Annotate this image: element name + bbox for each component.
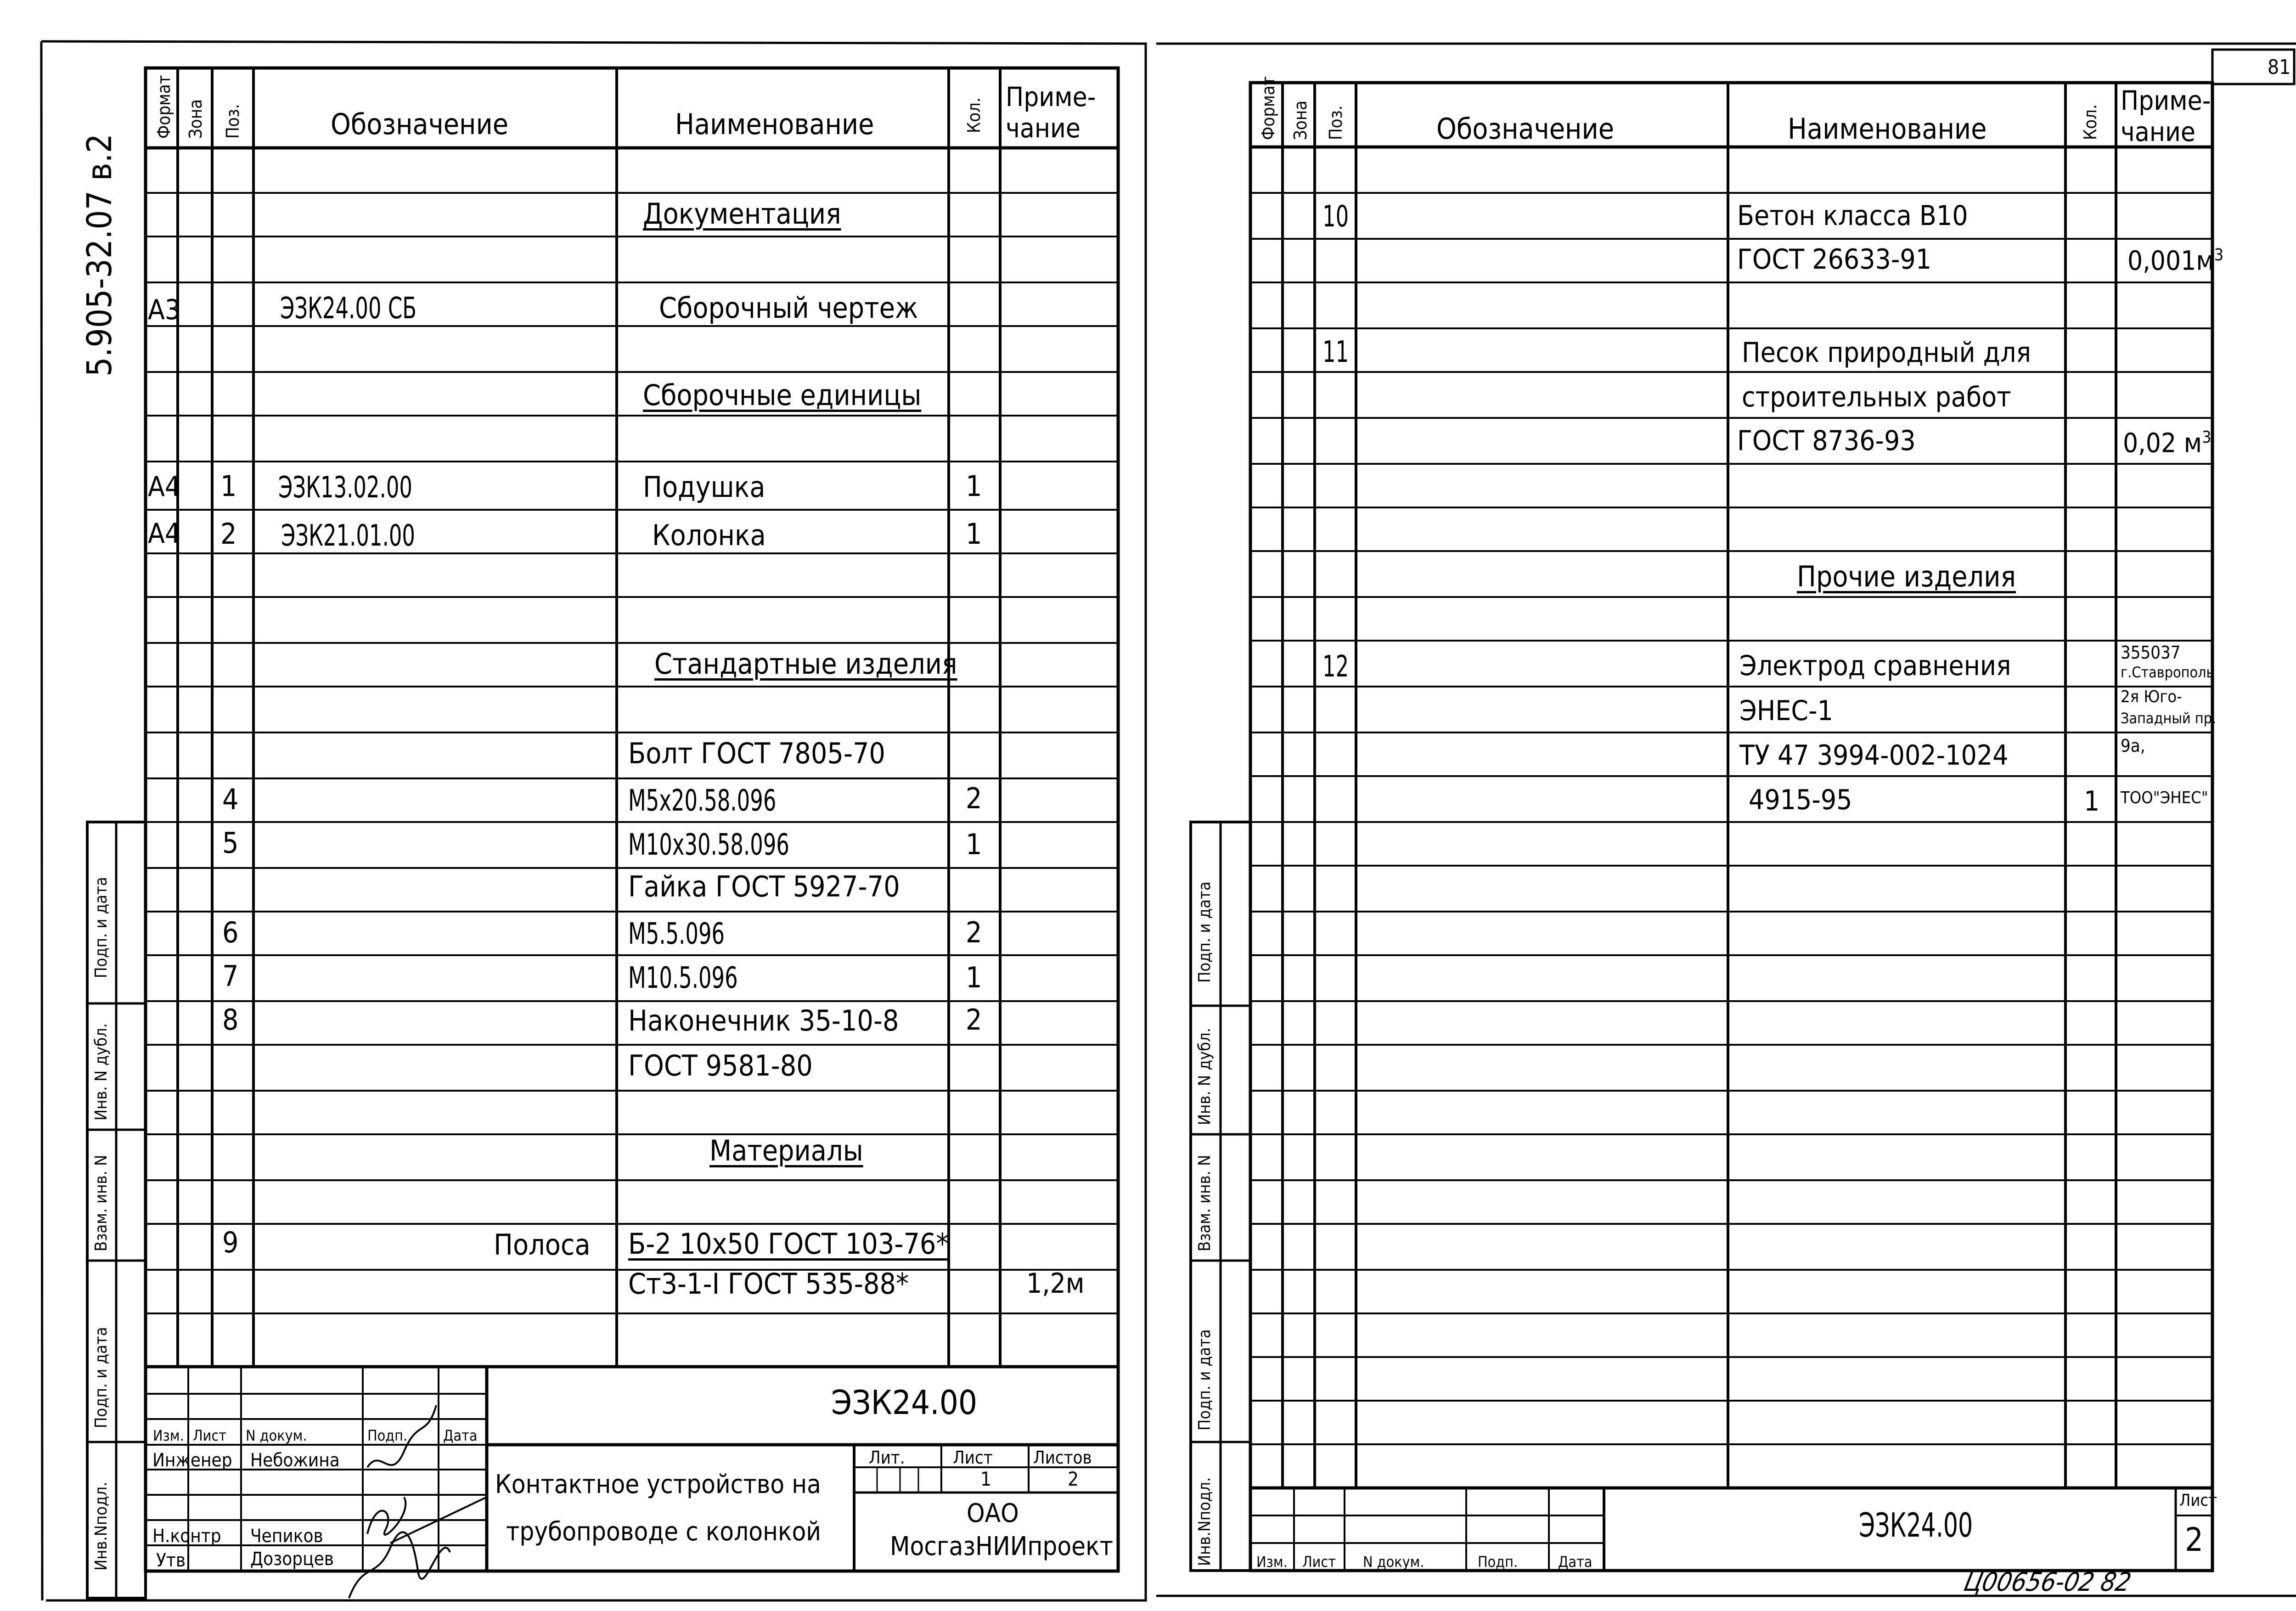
stamp-col-sign: Подп. — [1478, 1553, 1518, 1571]
header-designation: Обозначение — [331, 107, 509, 141]
row-pos: 11 — [1322, 335, 1349, 369]
row-note: г.Ставрополь — [2121, 664, 2214, 681]
row-note: 9а, — [2121, 736, 2145, 756]
section-assembly-units: Сборочные единицы — [643, 378, 922, 412]
row-qty: 1 — [966, 828, 982, 861]
stamp-role-norm: Н.контр — [152, 1526, 221, 1547]
row-name: Подушка — [643, 470, 765, 504]
row-pos: 4 — [222, 783, 239, 816]
stamp-name-approve: Дозорцев — [250, 1549, 334, 1570]
row-name: ЭНЕС-1 — [1739, 695, 1833, 727]
stamp-col-izm: Изм. — [153, 1427, 184, 1444]
stamp-col-ndoc: N докум. — [1363, 1553, 1424, 1571]
stamp-name-norm: Чепиков — [250, 1526, 323, 1547]
row-name: ГОСТ 26633-91 — [1737, 243, 1932, 276]
stamp-org-1: ОАО — [967, 1498, 1019, 1528]
row-note: 2я Юго- — [2121, 687, 2182, 706]
row-pos: 12 — [1322, 650, 1349, 684]
row-qty: 1 — [2084, 785, 2100, 817]
stamp-col-list: Лист — [193, 1427, 226, 1444]
section-materials: Материалы — [709, 1134, 863, 1167]
stamp-title-2: трубопроводе с колонкой — [506, 1517, 822, 1547]
row-name: ТУ 47 3994-002-1024 — [1739, 739, 2009, 772]
side-label-inv-podl: Инв.Nподл. — [1195, 1477, 1214, 1566]
row-qty: 2 — [966, 782, 982, 815]
section-standard-items: Стандартные изделия — [654, 647, 957, 681]
stamp-col-sign: Подп. — [367, 1427, 408, 1444]
row-pos: 5 — [222, 826, 239, 860]
header-note-2: чание — [1006, 113, 1080, 144]
row-designation: ЭЗК24.00 СБ — [280, 292, 417, 326]
row-name: строительных работ — [1742, 381, 2011, 413]
row-pos: 10 — [1322, 200, 1349, 234]
row-name: Наконечник 35-10-8 — [628, 1004, 899, 1037]
stamp-col-date: Дата — [443, 1427, 478, 1444]
row-name: М5.5.096 — [628, 917, 725, 951]
header-qty: Кол. — [964, 97, 984, 133]
side-label-vzam-inv: Взам. инв. N — [1195, 1155, 1214, 1251]
right-sheet — [1156, 0, 2296, 1611]
row-pos: 7 — [222, 959, 239, 993]
row-pos: 9 — [222, 1226, 239, 1259]
stamp-sheet-label: Лист — [2179, 1491, 2217, 1510]
header-format: Формат — [154, 75, 174, 139]
header-designation: Обозначение — [1436, 112, 1615, 146]
header-note-2: чание — [2121, 116, 2195, 147]
row-pos: 6 — [222, 916, 239, 949]
stamp-sheets-value: 2 — [1068, 1468, 1079, 1490]
section-other-items: Прочие изделия — [1797, 560, 2016, 593]
row-qty: 1 — [966, 961, 982, 994]
row-qty: 2 — [966, 1003, 982, 1036]
section-documentation: Документация — [643, 197, 841, 231]
row-name: Электрод сравнения — [1739, 650, 2011, 682]
side-label-sign-date: Подп. и дата — [1195, 881, 1214, 983]
row-note-value: 0,02 м — [2123, 427, 2202, 459]
row-pos: 2 — [220, 517, 237, 551]
row-format: А4 — [148, 518, 181, 550]
header-format: Формат — [1258, 76, 1278, 140]
stamp-code: ЭЗК24.00 — [1859, 1506, 1973, 1544]
stamp-sheet: Лист — [953, 1448, 993, 1468]
row-qty: 2 — [966, 916, 982, 949]
row-designation: ЭЗК21.01.00 — [281, 519, 415, 553]
row-note: ТОО"ЭНЕС" — [2121, 789, 2208, 807]
header-note-1: Приме- — [2121, 85, 2211, 116]
row-name: М5х20.58.096 — [628, 784, 777, 818]
stamp-role-approve: Утв. — [156, 1550, 191, 1571]
stamp-code: ЭЗК24.00 — [831, 1383, 978, 1422]
row-designation: Полоса — [494, 1228, 591, 1262]
side-code: 5.905-32.07 в.2 — [80, 134, 119, 377]
side-label-sign-date: Подп. и дата — [92, 877, 111, 978]
header-pos: Поз. — [223, 104, 243, 139]
row-name: Б-2 10х50 ГОСТ 103-76* — [628, 1227, 949, 1261]
row-name: ГОСТ 9581-80 — [628, 1049, 813, 1082]
side-label-sign-date-2: Подп. и дата — [92, 1327, 111, 1428]
stamp-role-engineer: Инженер — [152, 1450, 232, 1471]
side-label-sign-date-2: Подп. и дата — [1195, 1329, 1214, 1431]
row-name: Колонка — [652, 518, 766, 552]
side-label-inv-podl: Инв.Nподл. — [92, 1481, 111, 1571]
header-note-1: Приме- — [1006, 81, 1096, 113]
row-pos: 8 — [222, 1003, 239, 1036]
side-label-inv-dubl: Инв. N дубл. — [92, 1023, 111, 1121]
row-designation: ЭЗК13.02.00 — [278, 471, 412, 505]
header-name: Наименование — [675, 107, 874, 141]
stamp-col-izm: Изм. — [1256, 1553, 1288, 1571]
stamp-name-engineer: Небожина — [250, 1450, 340, 1471]
stamp-org-2: МосгазНИИпроект — [890, 1532, 1113, 1561]
row-name: Гайка ГОСТ 5927-70 — [628, 870, 900, 903]
stamp-title-1: Контактное устройство на — [495, 1470, 822, 1499]
stamp-sheet-value: 2 — [2185, 1521, 2204, 1559]
row-name: М10х30.58.096 — [628, 828, 789, 862]
stamp-lit: Лит. — [869, 1448, 905, 1468]
row-name: Болт ГОСТ 7805-70 — [628, 737, 885, 770]
header-pos: Поз. — [1326, 105, 1346, 140]
header-zone: Зона — [186, 99, 206, 139]
row-name: Ст3-1-I ГОСТ 535-88* — [628, 1267, 909, 1301]
row-note: Западный пр. — [2121, 710, 2217, 727]
row-format: А3 — [148, 294, 181, 326]
stamp-col-date: Дата — [1558, 1553, 1593, 1571]
row-name: М10.5.096 — [628, 961, 738, 995]
row-note: 1,2м — [1026, 1267, 1085, 1300]
row-name: Песок природный для — [1742, 337, 2031, 369]
header-qty: Кол. — [2080, 104, 2100, 140]
stamp-col-list: Лист — [1302, 1553, 1336, 1571]
side-label-vzam-inv: Взам. инв. N — [92, 1155, 111, 1251]
row-name: Сборочный чертеж — [659, 291, 918, 325]
row-name: ГОСТ 8736-93 — [1737, 425, 1916, 457]
stamp-col-ndoc: N докум. — [246, 1427, 307, 1444]
side-label-inv-dubl: Инв. N дубл. — [1195, 1027, 1214, 1125]
header-zone: Зона — [1290, 100, 1311, 140]
row-qty: 1 — [966, 469, 982, 503]
header-name: Наименование — [1788, 112, 1987, 146]
handwritten-ref: Ц00656-02 82 — [1961, 1567, 2134, 1597]
row-note-value: 0,001м — [2127, 245, 2214, 276]
row-qty: 1 — [966, 517, 982, 551]
row-name: 4915-95 — [1749, 784, 1852, 816]
row-format: А4 — [148, 471, 181, 503]
stamp-sheet-value: 1 — [980, 1468, 992, 1490]
row-note: 355037 — [2121, 642, 2181, 663]
page-number: 81 — [2268, 56, 2291, 79]
row-note: $0,001м^3$ — [2127, 245, 2224, 276]
row-note: 0,02 $м^3$ — [2123, 427, 2212, 459]
row-name: Бетон класса В10 — [1737, 200, 1968, 232]
row-pos: 1 — [220, 469, 237, 503]
stamp-sheets: Листов — [1033, 1448, 1092, 1468]
